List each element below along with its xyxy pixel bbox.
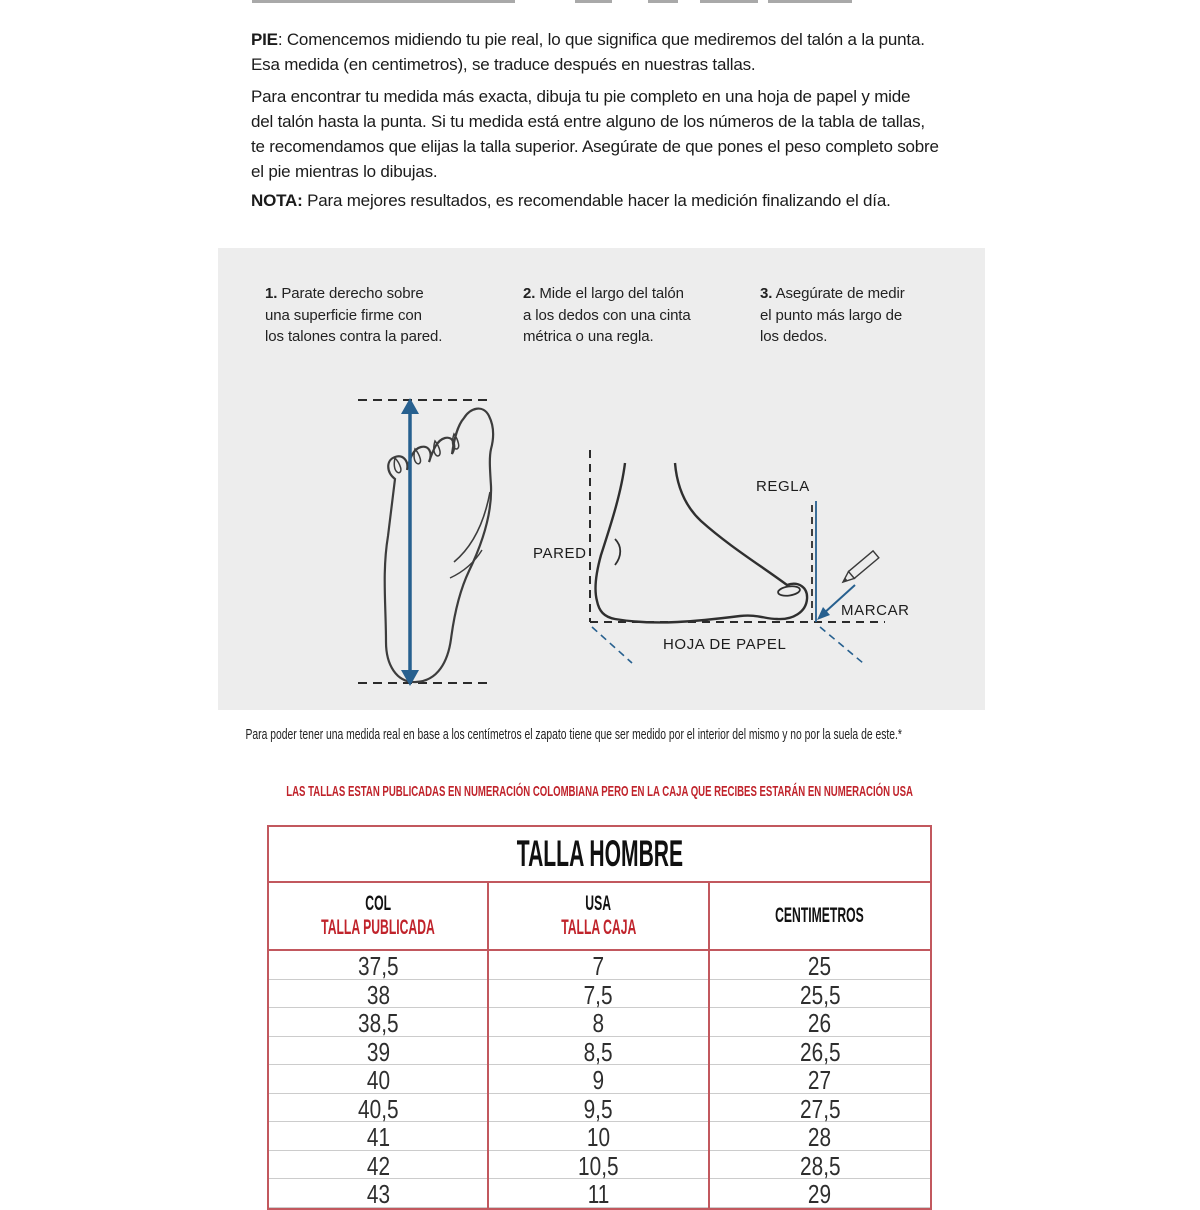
footnote-text: Para poder tener una medida real en base a los centímetros el zapato tiene que ser medido por el interior del mismo y no por la suela de este.* — [245, 726, 903, 743]
toe-creases — [392, 434, 459, 474]
cell-value: 26 — [808, 1008, 832, 1038]
text-line: el punto más largo de — [760, 306, 903, 324]
table-row — [269, 951, 930, 980]
text-line: del talón hasta la punta. Si tu medida está entre alguno de los números de la tabla de tallas, — [251, 112, 925, 131]
lead-word: PIE — [251, 30, 278, 49]
step-number: 1. — [265, 285, 278, 302]
table-cell — [489, 1037, 709, 1068]
label-pared: PARED — [533, 545, 587, 562]
header-line1: USA — [585, 892, 612, 915]
toe-crease-icon — [392, 457, 401, 473]
text-line — [251, 188, 891, 213]
table-cell — [489, 1094, 709, 1125]
table-cell — [489, 1179, 709, 1210]
header-centimetros — [710, 883, 930, 949]
ankle-detail-line — [615, 539, 620, 565]
header-usa — [489, 883, 709, 949]
cell-value: 8 — [592, 1008, 605, 1038]
table-row — [269, 1037, 930, 1066]
text-line: una superficie firme con — [265, 306, 422, 324]
table-cell — [489, 951, 709, 982]
foot-top-view-diagram — [350, 392, 500, 692]
text-line — [760, 283, 905, 305]
text-span: Asegúrate de medir — [775, 285, 905, 302]
measuring-arrow — [401, 398, 419, 686]
table-cell — [489, 1151, 709, 1182]
header-col — [269, 883, 489, 949]
cell-value: 8,5 — [584, 1036, 613, 1067]
table-cell — [489, 980, 709, 1011]
table-cell — [710, 1008, 930, 1039]
cell-value: 11 — [587, 1179, 610, 1209]
header-line1: CENTIMETROS — [775, 904, 865, 927]
clipped-text-fragment — [768, 0, 852, 3]
table-cell — [269, 980, 489, 1011]
table-cell — [710, 1122, 930, 1153]
cell-value: 29 — [808, 1179, 832, 1209]
table-cell — [710, 980, 930, 1011]
table-cell — [269, 1008, 489, 1039]
cell-value: 7,5 — [584, 979, 613, 1010]
paper-corner-dashed-line — [592, 627, 632, 663]
table-cell — [710, 951, 930, 982]
paragraph-instrucciones — [251, 84, 939, 184]
label-marcar: MARCAR — [841, 602, 910, 619]
cell-value: 43 — [366, 1179, 390, 1209]
table-cell — [269, 1037, 489, 1068]
step-1 — [265, 283, 442, 348]
cell-value: 7 — [592, 951, 605, 981]
paragraph-pie — [251, 27, 925, 77]
table-header-row — [269, 883, 930, 951]
table-row — [269, 1179, 930, 1208]
table-cell — [269, 1151, 489, 1182]
cell-value: 9,5 — [584, 1093, 613, 1124]
cell-value: 40,5 — [357, 1093, 399, 1124]
cell-value: 41 — [366, 1122, 390, 1152]
clipped-text-fragment — [575, 0, 612, 3]
table-row — [269, 1122, 930, 1151]
table-row — [269, 980, 930, 1009]
text-line: métrica o una regla. — [523, 328, 654, 345]
text-span: Para mejores resultados, es recomendable hacer la medición finalizando el día. — [307, 191, 891, 210]
notice-text: LAS TALLAS ESTAN PUBLICADAS EN NUMERACIÓN COLOMBIANA PERO EN LA CAJA QUE RECIBES ESTARÁN EN NUMERACIÓN USA — [286, 783, 914, 800]
text-line: Esa medida (en centimetros), se traduce después en nuestras tallas. — [251, 55, 756, 74]
label-hoja-de-papel: HOJA DE PAPEL — [663, 636, 787, 653]
pencil-icon — [840, 551, 879, 586]
clipped-text-fragment — [700, 0, 758, 3]
header-line2: TALLA CAJA — [560, 916, 637, 939]
cell-value: 10 — [586, 1122, 611, 1152]
text-span: Mide el largo del talón — [539, 285, 684, 302]
table-row — [269, 1008, 930, 1037]
text-line — [523, 283, 691, 305]
table-cell — [269, 1179, 489, 1210]
cell-value: 26,5 — [799, 1036, 841, 1067]
text-line: los talones contra la pared. — [265, 328, 443, 345]
table-row — [269, 1065, 930, 1094]
step-number: 3. — [760, 285, 773, 302]
cell-value: 27 — [808, 1065, 832, 1095]
text-span: Parate derecho sobre — [281, 285, 424, 302]
lead-word: NOTA: — [251, 191, 303, 210]
header-line1: COL — [365, 892, 392, 915]
arch-detail-line — [454, 492, 490, 562]
cell-value: 9 — [592, 1065, 605, 1095]
text-line — [265, 283, 442, 305]
clipped-text-fragment — [252, 0, 515, 3]
cell-value: 25 — [808, 951, 832, 981]
cell-value: 42 — [366, 1150, 390, 1181]
table-cell — [269, 951, 489, 982]
table-cell — [269, 1094, 489, 1125]
paper-corner-dashed-line — [820, 627, 863, 663]
table-title-text: TALLA HOMBRE — [516, 833, 683, 874]
step-number: 2. — [523, 285, 536, 302]
cell-value: 39 — [366, 1036, 390, 1067]
cell-value: 28,5 — [799, 1150, 841, 1181]
clipped-text-fragment — [648, 0, 678, 3]
cell-value: 40 — [366, 1065, 390, 1095]
sizing-notice — [0, 783, 1200, 800]
table-row — [269, 1151, 930, 1180]
step-2 — [523, 283, 691, 348]
table-cell — [489, 1065, 709, 1096]
cell-value: 38 — [366, 979, 390, 1010]
cell-value: 25,5 — [799, 979, 841, 1010]
cell-value: 10,5 — [578, 1150, 619, 1181]
table-row — [269, 1094, 930, 1123]
cell-value: 28 — [808, 1122, 832, 1152]
cell-value: 38,5 — [357, 1008, 399, 1038]
text-line: te recomendamos que elijas la talla superior. Asegúrate de que pones el peso completo sobre — [251, 137, 939, 156]
table-cell — [710, 1094, 930, 1125]
paragraph-nota — [251, 188, 891, 213]
table-cell — [710, 1151, 930, 1182]
table-cell — [489, 1122, 709, 1153]
text-line — [251, 27, 925, 52]
header-line2: TALLA PUBLICADA — [321, 916, 435, 939]
cell-value: 27,5 — [799, 1093, 841, 1124]
toe-crease-icon — [432, 440, 440, 456]
table-cell — [710, 1179, 930, 1210]
cell-value: 37,5 — [357, 951, 399, 981]
text-line: a los dedos con una cinta — [523, 306, 691, 324]
table-cell — [269, 1122, 489, 1153]
text-line: los dedos. — [760, 328, 828, 345]
table-title — [269, 827, 930, 883]
step-3 — [760, 283, 905, 348]
table-cell — [710, 1065, 930, 1096]
footnote — [0, 726, 1148, 743]
text-line: Para encontrar tu medida más exacta, dibuja tu pie completo en una hoja de papel y mide — [251, 87, 911, 106]
text-span: : Comencemos midiendo tu pie real, lo que significa que mediremos del talón a la punta. — [277, 30, 925, 49]
table-cell — [710, 1037, 930, 1068]
toenail-icon — [777, 585, 800, 597]
table-cell — [269, 1065, 489, 1096]
label-regla: REGLA — [756, 478, 810, 495]
size-table — [267, 825, 932, 1210]
text-line: el pie mientras lo dibujas. — [251, 162, 438, 181]
table-cell — [489, 1008, 709, 1039]
